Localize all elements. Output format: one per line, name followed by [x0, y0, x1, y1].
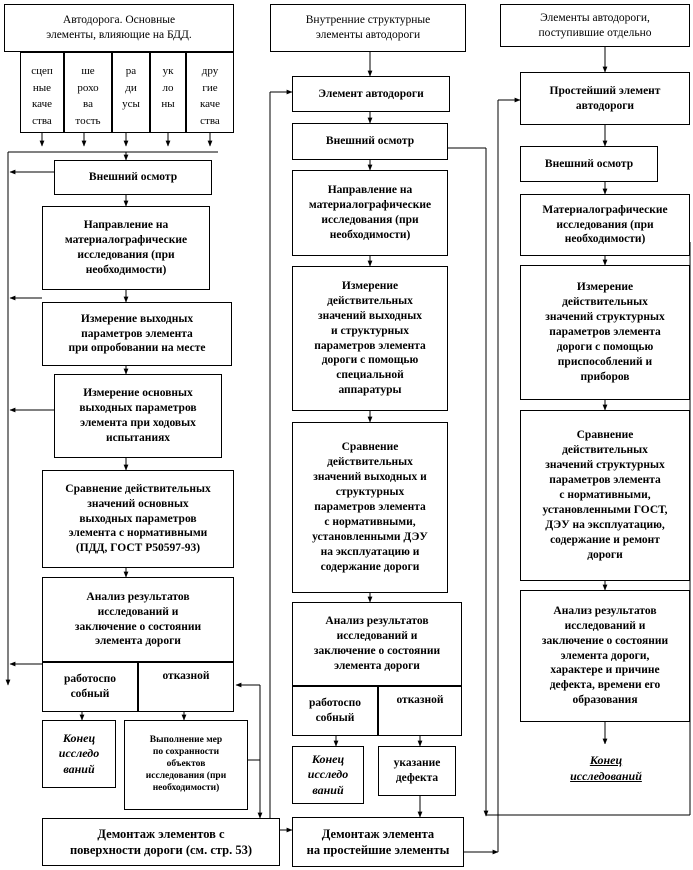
col2-fail: отказной [378, 686, 462, 736]
col1-fail: отказной [138, 662, 234, 712]
col2-step-5: Сравнение действительных значений выходных и структурных параметров элемента с нормативными, установленными ДЭУ на эксплуатацию и содержание дороги [292, 422, 448, 593]
col1-analysis: Анализ результатов исследований и заключение о состоянии элемента дороги [42, 577, 234, 662]
col3-step-5: Сравнение действительных значений структурных параметров элемента с нормативными, установленными ГОСТ, ДЭУ на эксплуатацию, содержание и ремонт дороги [520, 410, 690, 581]
col2-end: Конец исследо ваний [292, 746, 364, 804]
col1-step-4: Измерение основных выходных параметров элемента при ходовых испытаниях [54, 374, 222, 458]
col1-step-5: Сравнение действительных значений основных выходных параметров элемента с нормативными (ПДД, ГОСТ Р50597-93) [42, 470, 234, 568]
col1-sub-3: ра ди усы [112, 52, 150, 133]
col3-analysis: Анализ результатов исследований и заключение о состоянии элемента дороги, характере и причине дефекта, времени его образования [520, 590, 690, 722]
col1-header: Автодорога. Основные элементы, влияющие на БДД. [4, 4, 234, 52]
col1-sub-4: ук ло ны [150, 52, 186, 133]
col1-sub-5: дру гие каче ства [186, 52, 234, 133]
col3-header: Элементы автодороги, поступившие отдельно [500, 4, 690, 47]
col2-ok: работоспо собный [292, 686, 378, 736]
col2-analysis: Анализ результатов исследований и заключение о состоянии элемента дороги [292, 602, 462, 686]
col1-ok: работоспо собный [42, 662, 138, 712]
col1-measures: Выполнение мер по сохранности объектов исследования (при необходимости) [124, 720, 248, 810]
col1-end: Конец исследо ваний [42, 720, 116, 788]
col3-step-1: Простейший элемент автодороги [520, 72, 690, 125]
col1-sub-2: ше рохо ва тость [64, 52, 112, 133]
col2-step-1: Элемент автодороги [292, 76, 450, 112]
col1-dismantle: Демонтаж элементов с поверхности дороги (см. стр. 53) [42, 818, 280, 866]
col3-step-2: Внешний осмотр [520, 146, 658, 182]
col1-step-3: Измерение выходных параметров элемента при опробовании на месте [42, 302, 232, 366]
col1-step-2: Направление на материалографические исследования (при необходимости) [42, 206, 210, 290]
col1-sub-1: сцеп ные каче ства [20, 52, 64, 133]
col2-step-3: Направление на материалографические исследования (при необходимости) [292, 170, 448, 256]
col2-header: Внутренние структурные элементы автодороги [270, 4, 466, 52]
col3-step-4: Измерение действительных значений структурных параметров элемента дороги с помощью приспособлений и приборов [520, 265, 690, 400]
col2-step-4: Измерение действительных значений выходных и структурных параметров элемента дороги с помощью специальной аппаратуры [292, 266, 448, 411]
col2-defect: указание дефекта [378, 746, 456, 796]
col3-end: Конец исследований [544, 744, 668, 794]
col3-step-3: Материалографические исследования (при необходимости) [520, 194, 690, 256]
col1-step-1: Внешний осмотр [54, 160, 212, 195]
col2-step-2: Внешний осмотр [292, 123, 448, 160]
col2-dismantle: Демонтаж элемента на простейшие элементы [292, 817, 464, 867]
